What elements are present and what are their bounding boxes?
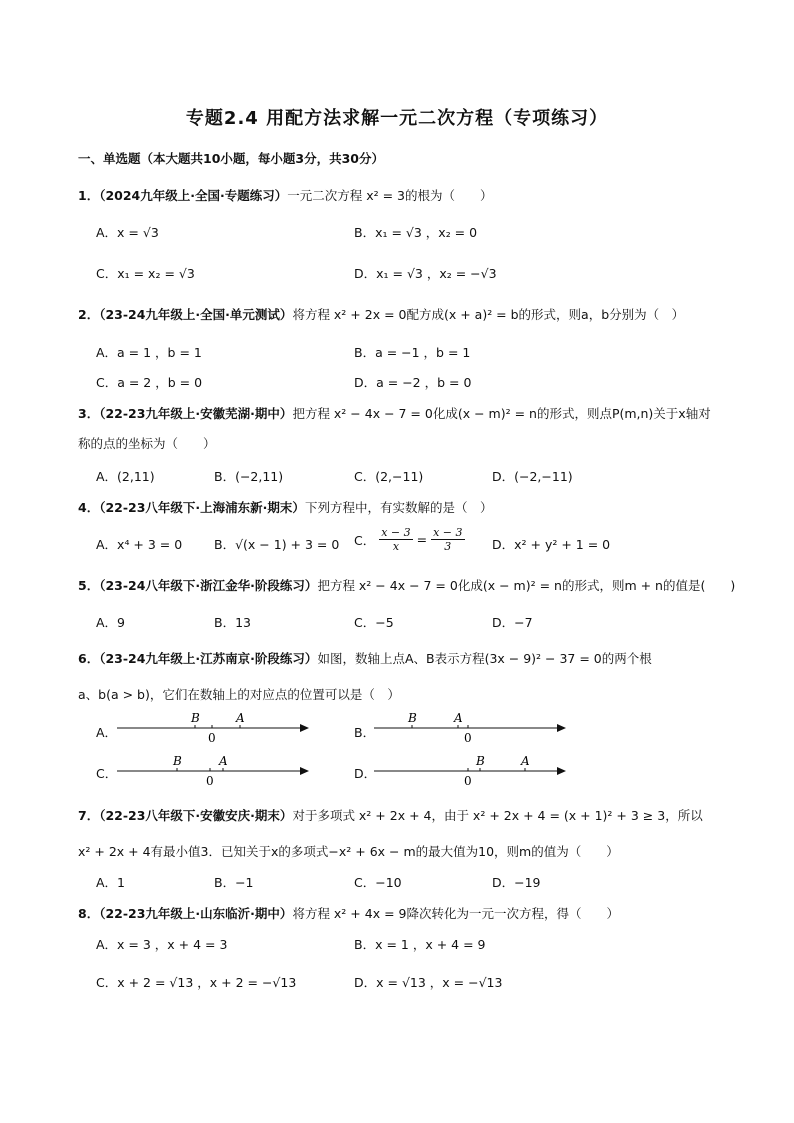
question-stem: 把方程 x² − 4x − 7 = 0化成(x − m)² = n的形式，则点P(m,n)关于x轴对 [292, 406, 711, 421]
equals-sign: = [416, 532, 428, 547]
option-b[interactable]: B．−1 [214, 875, 254, 890]
question-number: 8． [78, 906, 100, 921]
point-a-label: A [236, 711, 245, 725]
question-6 [78, 649, 652, 667]
option-c[interactable]: C．−10 [354, 875, 402, 890]
question-source: （23-24九年级上·江苏南京·阶段练习） [99, 651, 318, 666]
question-8 [78, 904, 619, 922]
option-c[interactable]: C．x₁ = x₂ = √3 [96, 266, 195, 281]
option-b[interactable]: B．√(x − 1) + 3 = 0 [214, 537, 340, 552]
question-2 [78, 305, 684, 323]
question-stem: 如图，数轴上点A、B表示方程(3x − 9)² − 37 = 0的两个根 [317, 651, 652, 666]
option-d[interactable]: D．−19 [492, 875, 541, 890]
question-source: （23-24八年级下·浙江金华·阶段练习） [99, 578, 318, 593]
option-d[interactable]: D． [354, 766, 377, 781]
option-a[interactable]: A．x = √3 [96, 225, 159, 240]
question-1 [78, 186, 493, 204]
option-a[interactable]: A．x⁴ + 3 = 0 [96, 537, 183, 552]
option-c[interactable]: C．−5 [354, 615, 394, 630]
number-line-b [372, 708, 567, 744]
fraction-numerator: x − 3 [433, 526, 463, 539]
question-7 [78, 806, 703, 824]
option-d[interactable]: D．x² + y² + 1 = 0 [492, 537, 611, 552]
zero-label: 0 [464, 774, 472, 787]
question-number: 7． [78, 808, 100, 823]
option-d[interactable]: D．x = √13 ，x = −√13 [354, 975, 503, 990]
question-source: （22-23八年级下·上海浦东新·期末） [99, 500, 305, 515]
question-stem: 对于多项式 x² + 2x + 4，由于 x² + 2x + 4 = (x + 1)² + 3 ≥ 3，所以 [292, 808, 703, 823]
option-d[interactable]: D．−7 [492, 615, 533, 630]
point-b-label: B [173, 754, 182, 768]
option-a[interactable]: A．9 [96, 615, 126, 630]
option-d[interactable]: D．(−2,−11) [492, 469, 573, 484]
question-number: 1． [78, 188, 100, 203]
question-stem-continued: x² + 2x + 4有最小值3．已知关于x的多项式−x² + 6x − m的最大值为10，则m的值为（ ） [78, 844, 619, 859]
question-source: （22-23八年级下·安徽安庆·期末） [99, 808, 293, 823]
question-3 [78, 404, 711, 422]
option-c[interactable]: C．x + 2 = √13 ，x + 2 = −√13 [96, 975, 297, 990]
option-d[interactable]: D．a = −2 ，b = 0 [354, 375, 472, 390]
option-a[interactable]: A．1 [96, 875, 126, 890]
question-stem: 下列方程中，有实数解的是（ ） [304, 500, 493, 515]
question-source: （2024九年级上·全国·专题练习） [99, 188, 288, 203]
option-c[interactable] [354, 526, 465, 553]
point-a-label: A [219, 754, 228, 768]
option-b[interactable]: B． [354, 725, 376, 740]
option-b[interactable]: B．(−2,11) [214, 469, 284, 484]
number-line-d [372, 751, 567, 787]
question-number: 3． [78, 406, 100, 421]
question-stem: 一元二次方程 x² = 3的根为（ ） [287, 188, 493, 203]
option-a[interactable]: A．(2,11) [96, 469, 155, 484]
option-b[interactable]: B．x₁ = √3 ，x₂ = 0 [354, 225, 478, 240]
option-d[interactable]: D．x₁ = √3 ，x₂ = −√3 [354, 266, 497, 281]
fraction-left [379, 526, 412, 553]
question-source: （22-23九年级上·山东临沂·期中） [99, 906, 293, 921]
question-4 [78, 498, 492, 516]
question-source: （23-24九年级上·全国·单元测试） [99, 307, 293, 322]
fraction-denominator: x [392, 540, 400, 553]
fraction-denominator: 3 [444, 540, 452, 553]
zero-label: 0 [206, 774, 214, 787]
question-number: 6． [78, 651, 100, 666]
question-number: 5． [78, 578, 100, 593]
fraction-right [431, 526, 464, 553]
option-c[interactable]: C．a = 2 ，b = 0 [96, 375, 203, 390]
option-a[interactable]: A．a = 1 ，b = 1 [96, 345, 202, 360]
option-b[interactable]: B．x = 1 ，x + 4 = 9 [354, 937, 486, 952]
point-b-label: B [476, 754, 485, 768]
point-b-label: B [191, 711, 200, 725]
question-5 [78, 576, 735, 594]
option-a[interactable]: A． [96, 725, 118, 740]
option-b[interactable]: B．a = −1 ，b = 1 [354, 345, 471, 360]
question-stem: 将方程 x² + 4x = 9降次转化为一元一次方程，得（ ） [292, 906, 619, 921]
question-stem: 将方程 x² + 2x = 0配方成(x + a)² = b的形式，则a，b分别为（ ） [292, 307, 685, 322]
option-a[interactable]: A．x = 3 ，x + 4 = 3 [96, 937, 228, 952]
question-number: 4． [78, 500, 100, 515]
zero-label: 0 [208, 731, 216, 744]
number-line-a [115, 708, 310, 744]
question-stem-continued: 称的点的坐标为（ ） [78, 436, 216, 451]
question-source: （22-23九年级上·安徽芜湖·期中） [99, 406, 293, 421]
section-heading: 一、单选题（本大题共10小题，每小题3分，共30分） [78, 151, 384, 166]
option-c[interactable]: C． [96, 766, 118, 781]
question-number: 2． [78, 307, 100, 322]
question-stem: 把方程 x² − 4x − 7 = 0化成(x − m)² = n的形式，则m + n的值是( ) [317, 578, 736, 593]
option-label: C． [354, 532, 376, 548]
option-c[interactable]: C．(2,−11) [354, 469, 424, 484]
point-a-label: A [454, 711, 463, 725]
point-b-label: B [408, 711, 417, 725]
page-title: 专题2.4 用配方法求解一元二次方程（专项练习） [185, 108, 609, 129]
zero-label: 0 [464, 731, 472, 744]
question-stem-continued: a、b(a > b)，它们在数轴上的对应点的位置可以是（ ） [78, 687, 400, 702]
number-line-c [115, 751, 310, 787]
point-a-label: A [521, 754, 530, 768]
fraction-numerator: x − 3 [381, 526, 411, 539]
option-b[interactable]: B．13 [214, 615, 251, 630]
